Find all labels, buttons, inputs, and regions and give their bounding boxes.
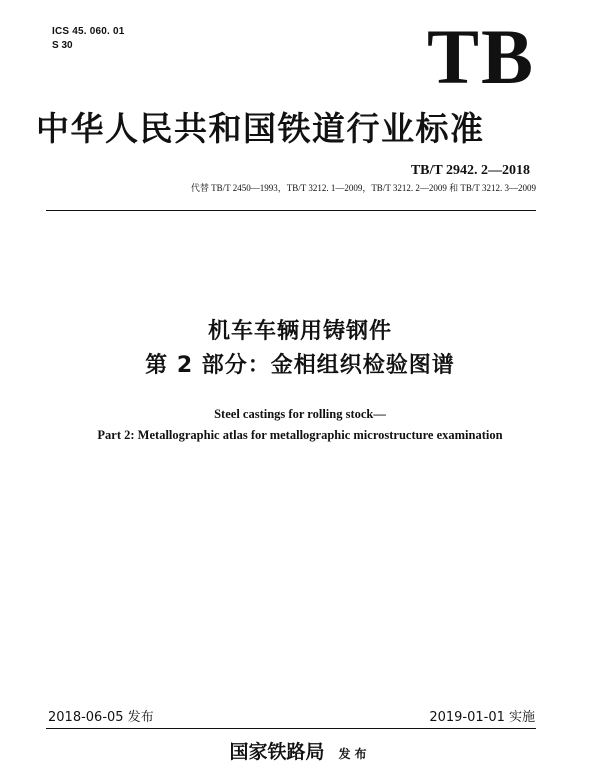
ccs-code: S 30 [52, 40, 73, 51]
replaces-standards: 代替 TB/T 2450—1993，TB/T 3212. 1—2009，TB/T 3212. 2—2009 和 TB/T 3212. 3—2009 [190, 183, 536, 193]
implementation-date: 2019-01-01 实施 [429, 710, 535, 725]
issue-date: 2018-06-05 发布 [48, 710, 154, 725]
industry-standard-title: 中华人民共和国铁道行业标准 [36, 109, 485, 148]
title-english-line1: Steel castings for rolling stock— [214, 407, 386, 421]
standard-number: TB/T 2942. 2—2018 [410, 163, 530, 178]
bottom-divider [46, 728, 536, 729]
tb-logo: TB [426, 13, 535, 100]
title-english-line2: Part 2: Metallographic atlas for metallographic microstructure examination [97, 428, 503, 442]
title-chinese-line2: 第 2 部分：金相组织检验图谱 [145, 353, 455, 378]
issuing-authority [0, 740, 600, 766]
issuer-name: 国家铁路局 [229, 741, 325, 763]
ics-code: ICS 45. 060. 01 [52, 26, 125, 37]
issuer-suffix: 发布 [338, 747, 371, 761]
title-chinese-line1: 机车车辆用铸钢件 [207, 319, 392, 344]
top-divider [46, 210, 536, 211]
